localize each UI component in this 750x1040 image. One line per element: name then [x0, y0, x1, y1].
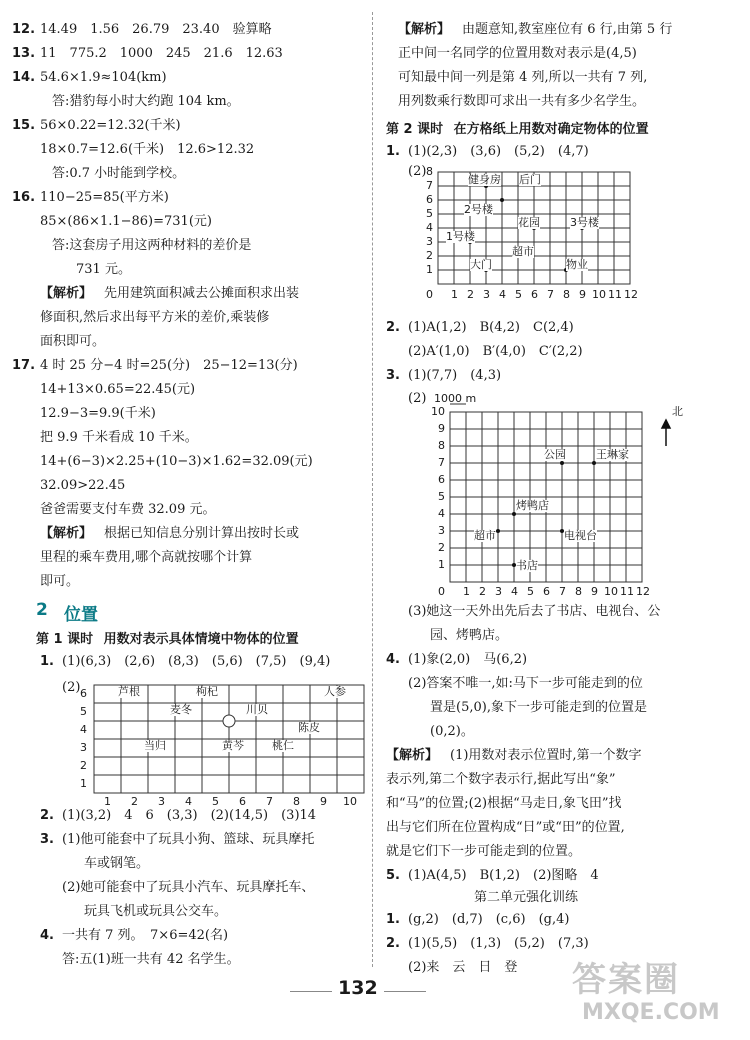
grid1-tag: (2) — [62, 680, 81, 695]
grid-label: 芦根 — [118, 685, 140, 698]
grid-label: 后门 — [519, 173, 541, 186]
top-analysis: 由题意知,教室座位有 6 行,由第 5 行 — [462, 22, 673, 37]
y-tick: 4 — [80, 723, 87, 736]
q14-answer: 答:猎豹每小时大约跑 104 km。 — [52, 94, 240, 109]
l2q4-line: (2)答案不唯一,如:马下一步可能走到的位 — [408, 676, 643, 691]
x-tick: 10 — [592, 288, 606, 301]
q16-analysis: 修面积,然后求出每平方米的差价,乘装修 — [40, 310, 270, 325]
x-tick: 11 — [620, 585, 634, 598]
y-tick: 2 — [426, 249, 433, 262]
l1q3-line: 车或钢笔。 — [84, 856, 150, 871]
x-tick: 1 — [104, 795, 111, 808]
grid-label: 烤鸭店 — [516, 499, 549, 512]
y-tick: 1 — [80, 777, 87, 790]
y-tick: 1 — [426, 263, 433, 276]
l2q5-number: 5. — [386, 868, 400, 883]
x-tick: 0 — [426, 288, 433, 301]
grid-label: 3号楼 — [570, 216, 599, 229]
l2q1-number: 1. — [386, 144, 400, 159]
x-tick: 12 — [636, 585, 650, 598]
l1q1-text: (1)(6,3) (2,6) (8,3) (5,6) (7,5) (9,4) — [62, 654, 331, 669]
q12-number: 12. — [12, 22, 36, 37]
l2q4-analysis: 和“马”的位置;(2)根据“马走日,象飞田”找 — [386, 796, 622, 811]
x-tick: 4 — [511, 585, 518, 598]
l1q3-line: (1)他可能套中了玩具小狗、篮球、玩具摩托 — [62, 832, 315, 847]
x-tick: 3 — [158, 795, 165, 808]
x-tick: 3 — [495, 585, 502, 598]
y-tick: 9 — [438, 422, 445, 435]
q13-text: 11 775.2 1000 245 21.6 12.63 — [40, 46, 283, 61]
x-tick: 9 — [579, 288, 586, 301]
grid3-lines — [420, 402, 700, 602]
y-tick: 6 — [438, 473, 445, 486]
q15-answer: 答:0.7 小时能到学校。 — [52, 166, 186, 181]
l1q4-answer: 答:五(1)班一共有 42 名学生。 — [62, 952, 240, 967]
grid-label: 健身房 — [468, 173, 501, 186]
q17-analysis: 即可。 — [40, 574, 80, 589]
grid-label: 物业 — [566, 258, 588, 271]
q17-line: 4 时 25 分−4 时=25(分) 25−12=13(分) — [40, 358, 298, 373]
grid-label: 人参 — [324, 685, 346, 698]
grid2-tag: (2) — [408, 164, 427, 179]
x-tick: 5 — [515, 288, 522, 301]
lesson-title: 用数对表示具体情境中物体的位置 — [103, 632, 299, 647]
l2q2-number: 2. — [386, 320, 400, 335]
analysis-tag: 【解析】 — [398, 22, 451, 37]
l2q3-line: (1)(7,7) (4,3) — [408, 368, 502, 383]
y-tick: 4 — [438, 507, 445, 520]
top-analysis: 正中间一名同学的位置用数对表示是(4,5) — [398, 46, 637, 61]
grid2 — [420, 166, 660, 316]
scale-label: 1000 m — [434, 392, 477, 405]
x-tick: 2 — [131, 795, 138, 808]
analysis-tag: 【解析】 — [386, 748, 439, 763]
y-tick: 6 — [426, 193, 433, 206]
uq2-line: (1)(5,5) (1,3) (5,2) (7,3) — [408, 936, 589, 951]
grid-label: 当归 — [144, 739, 166, 752]
l1q1-number: 1. — [40, 654, 54, 669]
q17-number: 17. — [12, 358, 36, 373]
q16-analysis: 面积即可。 — [40, 334, 106, 349]
x-tick: 8 — [563, 288, 570, 301]
l1q4-line: 一共有 7 列。 7×6=42(名) — [62, 928, 229, 943]
grid-label: 陈皮 — [298, 721, 320, 734]
page-rule-right — [384, 991, 426, 992]
l1q3-line: (2)她可能套中了玩具小汽车、玩具摩托车、 — [62, 880, 315, 895]
x-tick: 1 — [451, 288, 458, 301]
grid3-tag: (2) — [408, 391, 427, 406]
x-tick: 2 — [479, 585, 486, 598]
x-tick: 4 — [499, 288, 506, 301]
x-tick: 8 — [575, 585, 582, 598]
y-tick: 7 — [426, 179, 433, 192]
grid-label: 枸杞 — [196, 685, 218, 698]
y-tick: 8 — [438, 439, 445, 452]
x-tick: 10 — [604, 585, 618, 598]
l2q1-text: (1)(2,3) (3,6) (5,2) (4,7) — [408, 144, 589, 159]
l2q4-analysis: 表示列,第二个数字表示行,据此写出“象” — [386, 772, 616, 787]
x-tick: 0 — [438, 585, 445, 598]
uq2-number: 2. — [386, 936, 400, 951]
l1q4-number: 4. — [40, 928, 54, 943]
l2q3-number: 3. — [386, 368, 400, 383]
grid-label: 桃仁 — [272, 739, 294, 752]
uq1-text: (g,2) (d,7) (c,6) (g,4) — [408, 912, 570, 927]
q14-line: 54.6×1.9≈104(km) — [40, 70, 167, 85]
x-tick: 3 — [483, 288, 490, 301]
y-tick: 2 — [438, 541, 445, 554]
grid-label: 花园 — [518, 216, 540, 229]
y-tick: 6 — [80, 687, 87, 700]
q16-line: 85×(86×1.1−86)=731(元) — [40, 214, 212, 229]
x-tick: 6 — [239, 795, 246, 808]
x-tick: 2 — [467, 288, 474, 301]
top-analysis: 用列数乘行数即可求出一共有多少名学生。 — [398, 94, 646, 109]
y-tick: 8 — [426, 165, 433, 178]
grid3 — [420, 402, 700, 602]
x-tick: 8 — [293, 795, 300, 808]
x-tick: 9 — [591, 585, 598, 598]
l2q4-analysis: (1)用数对表示位置时,第一个数字 — [450, 748, 642, 763]
lesson-label: 第 1 课时 — [36, 632, 94, 647]
q17-analysis: 里程的乘车费用,哪个高就按哪个计算 — [40, 550, 253, 565]
q17-line: 14+13×0.65=22.45(元) — [40, 382, 196, 397]
grid-label: 王琳家 — [596, 448, 629, 461]
q17-line: 爸爸需要支付车费 32.09 元。 — [40, 502, 216, 517]
y-tick: 4 — [426, 221, 433, 234]
column-divider — [372, 12, 373, 967]
grid-label: 超市 — [512, 245, 534, 258]
watermark — [572, 960, 742, 1030]
section-title: 位置 — [64, 605, 98, 625]
q15-number: 15. — [12, 118, 36, 133]
l1q3-line: 玩具飞机或玩具公交车。 — [84, 904, 228, 919]
y-tick: 3 — [426, 235, 433, 248]
page-rule-left — [290, 991, 332, 992]
analysis-tag: 【解析】 — [40, 286, 93, 301]
x-tick: 5 — [212, 795, 219, 808]
y-tick: 7 — [438, 456, 445, 469]
north-label: 北 — [672, 405, 683, 418]
l2q4-number: 4. — [386, 652, 400, 667]
x-tick: 11 — [608, 288, 622, 301]
lesson-1-header — [36, 628, 299, 647]
lesson-label: 第 2 课时 — [386, 122, 444, 137]
y-tick: 5 — [438, 490, 445, 503]
grid-label: 1号楼 — [446, 230, 475, 243]
q15-line: 18×0.7=12.6(千米) 12.6>12.32 — [40, 142, 255, 157]
l2q4-line: 置是(5,0),象下一步可能走到的位置是 — [430, 700, 647, 715]
grid1 — [74, 680, 374, 806]
l2q2-line: (1)A(1,2) B(4,2) C(2,4) — [408, 320, 574, 335]
section-number: 2 — [36, 600, 48, 620]
l1q3-number: 3. — [40, 832, 54, 847]
grid-label: 公园 — [544, 448, 566, 461]
lesson-title: 在方格纸上用数对确定物体的位置 — [453, 122, 649, 137]
q17-analysis: 根据已知信息分别计算出按时长或 — [104, 526, 300, 541]
x-tick: 9 — [320, 795, 327, 808]
q16-answer: 答:这套房子用这两种材料的差价是 — [52, 238, 252, 253]
x-tick: 5 — [527, 585, 534, 598]
l2q3-line: 园、烤鸭店。 — [430, 628, 509, 643]
q13-number: 13. — [12, 46, 36, 61]
x-tick: 7 — [266, 795, 273, 808]
x-tick: 4 — [185, 795, 192, 808]
y-tick: 10 — [431, 405, 445, 418]
uq1-number: 1. — [386, 912, 400, 927]
y-tick: 5 — [426, 207, 433, 220]
q15-line: 56×0.22=12.32(千米) — [40, 118, 181, 133]
l2q5-line: (1)A(4,5) B(1,2) (2)图略 4 — [408, 868, 599, 883]
q14-number: 14. — [12, 70, 36, 85]
lesson-2-header — [386, 118, 649, 137]
grid-label: 川贝 — [246, 703, 268, 716]
q12-text: 14.49 1.56 26.79 23.40 验算略 — [40, 22, 272, 37]
x-tick: 10 — [343, 795, 357, 808]
page-number: 132 — [338, 977, 378, 999]
l2q3-line: (3)她这一天外出先后去了书店、电视台、公 — [408, 604, 661, 619]
north-arrow — [662, 420, 670, 446]
q17-line: 把 9.9 千米看成 10 千米。 — [40, 430, 198, 445]
y-tick: 1 — [438, 558, 445, 571]
q17-line: 12.9−3=9.9(千米) — [40, 406, 156, 421]
l2q2-line: (2)A′(1,0) B′(4,0) C′(2,2) — [408, 344, 583, 359]
q17-line: 14+(6−3)×2.25+(10−3)×1.62=32.09(元) — [40, 454, 313, 469]
q16-answer: 731 元。 — [76, 262, 131, 277]
x-tick: 6 — [543, 585, 550, 598]
q17-line: 32.09>22.45 — [40, 478, 126, 493]
uq2-line: (2)来 云 日 登 — [408, 960, 518, 975]
y-tick: 3 — [438, 524, 445, 537]
l2q4-line: (1)象(2,0) 马(6,2) — [408, 652, 528, 667]
x-tick: 7 — [547, 288, 554, 301]
grid-label: 黄芩 — [222, 739, 244, 752]
top-analysis: 可知最中间一列是第 4 列,所以一共有 7 列, — [398, 70, 648, 85]
watermark-url: MXQE.COM — [582, 1000, 720, 1025]
y-tick: 3 — [80, 741, 87, 754]
grid-label: 2号楼 — [464, 203, 493, 216]
l1q2-number: 2. — [40, 808, 54, 823]
x-tick: 1 — [463, 585, 470, 598]
grid-label: 超市 — [474, 529, 496, 542]
grid-label: 书店 — [516, 559, 538, 572]
x-tick: 12 — [624, 288, 638, 301]
y-tick: 5 — [80, 705, 87, 718]
grid-label: 电视台 — [564, 529, 597, 542]
l2q4-analysis: 出与它们所在位置构成“日”或“田”的位置, — [386, 820, 625, 835]
watermark-text: 答案圈 — [572, 960, 680, 1000]
circle-marker — [223, 715, 235, 727]
q16-analysis: 先用建筑面积减去公摊面积求出装 — [104, 286, 300, 301]
grid-label: 麦冬 — [170, 703, 192, 716]
l2q4-line: (0,2)。 — [430, 724, 474, 739]
l2q4-analysis: 就是它们下一步可能走到的位置。 — [386, 844, 582, 859]
x-tick: 7 — [559, 585, 566, 598]
q16-number: 16. — [12, 190, 36, 205]
analysis-tag: 【解析】 — [40, 526, 93, 541]
l1q2-text: (1)(3,2) 4 6 (3,3) (2)(14,5) (3)14 — [62, 808, 317, 823]
q16-line: 110−25=85(平方米) — [40, 190, 169, 205]
x-tick: 6 — [531, 288, 538, 301]
y-tick: 2 — [80, 759, 87, 772]
grid-label: 大门 — [470, 258, 492, 271]
unit-title: 第二单元强化训练 — [474, 890, 579, 905]
